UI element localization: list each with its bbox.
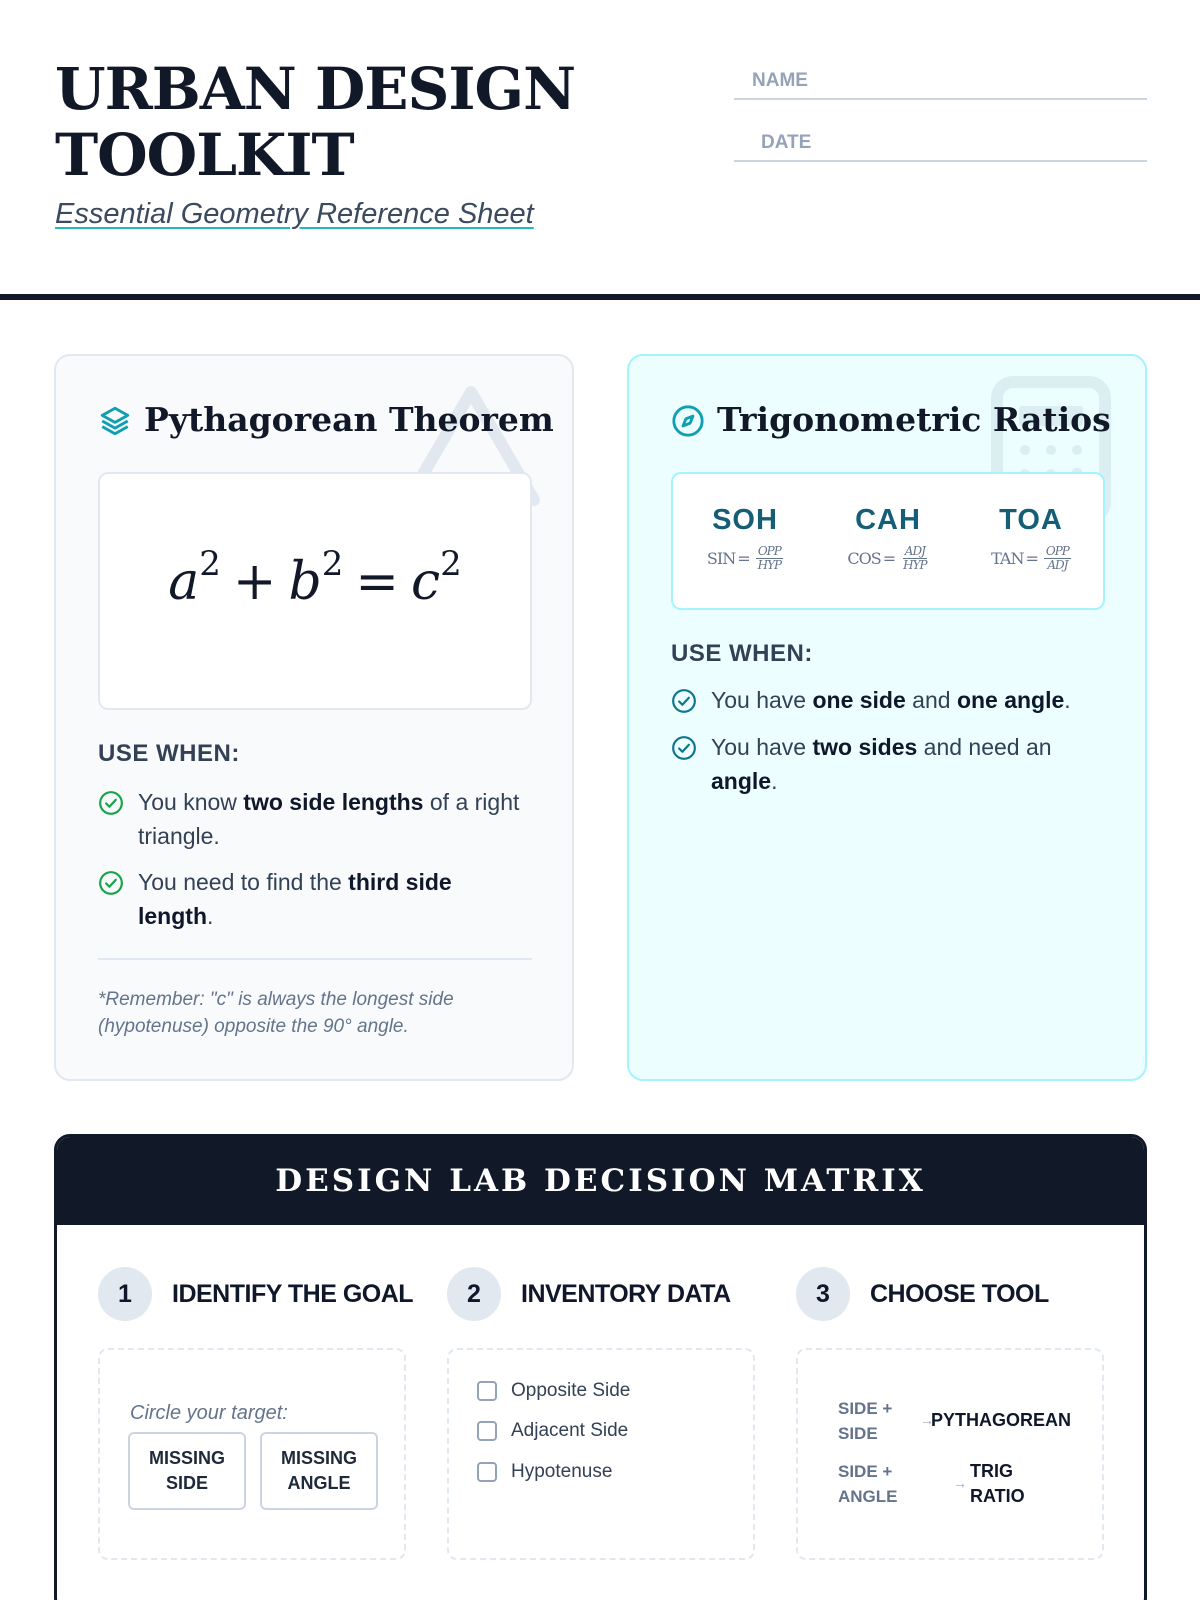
formula-box xyxy=(98,472,532,710)
trig-use-item-2: You have two sides and need an angle. xyxy=(711,734,1052,794)
check-circle-icon xyxy=(671,688,697,714)
checkbox[interactable] xyxy=(477,1462,497,1482)
layers-icon xyxy=(98,404,132,438)
page-title xyxy=(55,56,575,188)
pythagorean-use-when-heading: USE WHEN: xyxy=(98,740,240,767)
title-line-1: URBAN DESIGN xyxy=(55,55,576,123)
missing-angle-option[interactable]: MISSING ANGLE xyxy=(260,1432,378,1510)
checkbox[interactable] xyxy=(477,1381,497,1401)
pythagorean-use-item-2: You need to find the third side length. xyxy=(138,869,452,929)
date-label: DATE xyxy=(761,132,812,153)
rule-2-output: TRIG RATIO xyxy=(970,1461,1025,1506)
matrix-title: DESIGN LAB DECISION MATRIX xyxy=(57,1137,1144,1225)
ratio-soh: SOH SIN = $\frac{\text{OPP}}{\text{HYP}}$ xyxy=(706,504,782,572)
trig-use-item-1: You have one side and one angle. xyxy=(711,687,1071,713)
rule-2-input: SIDE + ANGLE xyxy=(838,1462,898,1506)
check-circle-icon xyxy=(98,790,124,816)
step-1-number: 1 xyxy=(98,1267,152,1321)
check-circle-icon xyxy=(671,735,697,761)
title-line-2: TOOLKIT xyxy=(55,121,354,189)
checkbox[interactable] xyxy=(477,1421,497,1441)
pythagorean-formula: $a^2 + b^2 = c^2$ xyxy=(168,544,462,612)
date-field[interactable] xyxy=(734,126,1147,162)
page-header xyxy=(0,0,1200,300)
inventory-box: Opposite Side Adjacent Side Hypotenuse xyxy=(447,1348,755,1560)
step-1-label: IDENTIFY THE GOAL xyxy=(172,1280,414,1308)
step-2-label: INVENTORY DATA xyxy=(521,1280,731,1308)
decision-matrix xyxy=(54,1134,1147,1600)
remember-note: *Remember: "c" is always the longest side (hypotenuse) opposite the 90° angle. xyxy=(98,989,454,1037)
name-label: NAME xyxy=(752,70,808,91)
tool-box xyxy=(796,1348,1104,1560)
goal-box xyxy=(98,1348,406,1560)
pythagorean-use-item-1: You know two side lengths of a right triangle. xyxy=(138,789,520,849)
ratio-toa: TOA TAN = $\frac{\text{OPP}}{\text{ADJ}}$ xyxy=(991,504,1069,572)
compass-icon xyxy=(671,404,705,438)
rule-1-output: PYTHAGOREAN xyxy=(931,1410,1072,1430)
pythagorean-title: Pythagorean Theorem xyxy=(144,400,554,439)
step-3-label: CHOOSE TOOL xyxy=(870,1280,1049,1308)
page-subtitle: Essential Geometry Reference Sheet xyxy=(55,198,534,230)
arrow-right-icon: → xyxy=(920,1412,934,1428)
circle-target-hint: Circle your target: xyxy=(130,1402,288,1424)
pythagorean-card xyxy=(54,354,574,1081)
check-circle-icon xyxy=(98,870,124,896)
divider xyxy=(98,958,532,960)
step-2-number: 2 xyxy=(447,1267,501,1321)
arrow-right-icon: → xyxy=(953,1475,967,1491)
trig-title: Trigonometric Ratios xyxy=(717,400,1111,439)
trig-use-when-heading: USE WHEN: xyxy=(671,640,813,667)
trig-card xyxy=(627,354,1147,1081)
ratio-cah: CAH COS = $\frac{\text{ADJ}}{\text{HYP}}$ xyxy=(847,504,927,572)
missing-side-option[interactable]: MISSING SIDE xyxy=(128,1432,246,1510)
rule-1-input: SIDE + SIDE xyxy=(838,1399,893,1443)
step-3-number: 3 xyxy=(796,1267,850,1321)
soh-cah-toa-box xyxy=(671,472,1105,610)
name-field[interactable] xyxy=(734,64,1147,100)
